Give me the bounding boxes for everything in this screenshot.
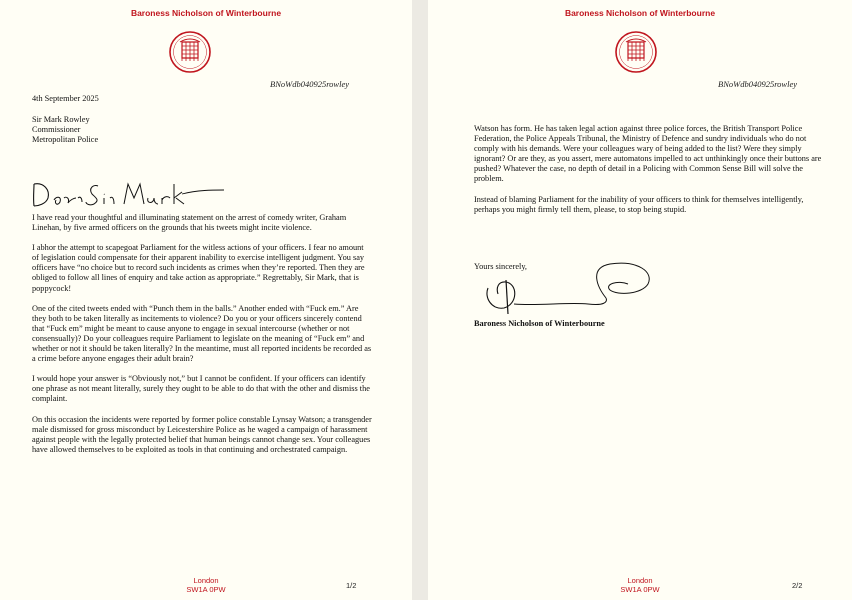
paragraph: One of the cited tweets ended with “Punch them in the balls.” Another ended with “Fuck em.” Are they both to be taken literally as incitements to violence? Do you or your officers sincerely contend that “Fuck em” might be meant to cause anyone to engage in sexual intercourse (whether or not consensually)? Do your colleagues require Parliament to legislate on the meaning of “Fuck em” and whether or not it should be taken literally? In the meantime, must all reported incidents be recorded as a crime before anyone engages their adult brain? [32, 303, 372, 364]
page-number: 2/2 [792, 581, 803, 590]
page-gutter [412, 0, 428, 600]
footer-city: London [193, 576, 219, 585]
sign-off: Yours sincerely, [474, 262, 528, 271]
portcullis-crest-icon [168, 30, 212, 74]
paragraph: I abhor the attempt to scapegoat Parliament for the witless actions of your officers. I fear no amount of legislation could compensate for their apparent inability to exercise intelligent judgment. You say officers have “no choice but to record such incidents as crimes when they’re reported. Then they are obliged to follow all lines of enquiry and take action as appropriate.” Regrettably, Sir Mark, that is poppycock! [32, 243, 365, 293]
footer-postcode: SW1A 0PW [186, 585, 226, 594]
letter-page-2 [428, 0, 852, 600]
footer-city: London [627, 576, 653, 585]
recipient-name: Sir Mark Rowley [32, 115, 90, 124]
letter-body-page-1 [32, 213, 372, 465]
letterhead-name: Baroness Nicholson of Winterbourne [564, 8, 716, 18]
paragraph: I would hope your answer is “Obviously not,” but I cannot be confident. If your officers can identify one phrase as not meant literally, surely they ought to be able to do that with the other and dismiss the complaint. [32, 374, 370, 404]
paragraph: Watson has form. He has taken legal action against three police forces, the British Transport Police Federation, the Police Appeals Tribunal, the Ministry of Defence and sundry individuals who do not comply with his demands. Were your colleagues wary of being added to the list? Were they simply ignorant? Or are they, as you assert, mere automatons impelled to act unthinkingly once their buttons are pushed? Whatever the case, no depth of detail in a Policing with Common Sense Bill will solve the problem. [474, 124, 822, 184]
footer-postcode: SW1A 0PW [620, 585, 660, 594]
letter-body-page-2 [474, 124, 824, 225]
recipient-title: Commissioner [32, 125, 81, 135]
letter-footer [428, 576, 852, 594]
recipient-address [32, 115, 98, 145]
page-number: 1/2 [346, 581, 357, 590]
reference-code: BNoWdb040925rowley [718, 79, 798, 89]
letter-page-1 [0, 0, 412, 600]
recipient-organisation: Metropolitan Police [32, 135, 99, 145]
paragraph: On this occasion the incidents were reported by former police constable Lynsay Watson; a transgender male dismissed for gross misconduct by Leicestershire Police as he waged a campaign of harassment against people with the legally protected belief that human beings cannot change sex. Your colleagues have allowed themselves to be exploited as tools in that continuing and orchestrated campaign. [32, 414, 372, 454]
portcullis-crest-icon [614, 30, 658, 74]
paragraph: I have read your thoughtful and illuminating statement on the arrest of comedy writer, Graham Linehan, by five armed officers on the grounds that his tweets might incite violence. [32, 213, 347, 233]
letterhead-name: Baroness Nicholson of Winterbourne [130, 8, 282, 18]
paragraph: Instead of blaming Parliament for the inability of your officers to think for themselves intelligently, perhaps you might firmly tell them, please, to stop being stupid. [474, 194, 804, 214]
reference-code: BNoWdb040925rowley [270, 79, 350, 89]
handwritten-salutation [28, 176, 228, 212]
signatory-name: Baroness Nicholson of Winterbourne [474, 319, 605, 328]
letter-date: 4th September 2025 [32, 94, 99, 103]
